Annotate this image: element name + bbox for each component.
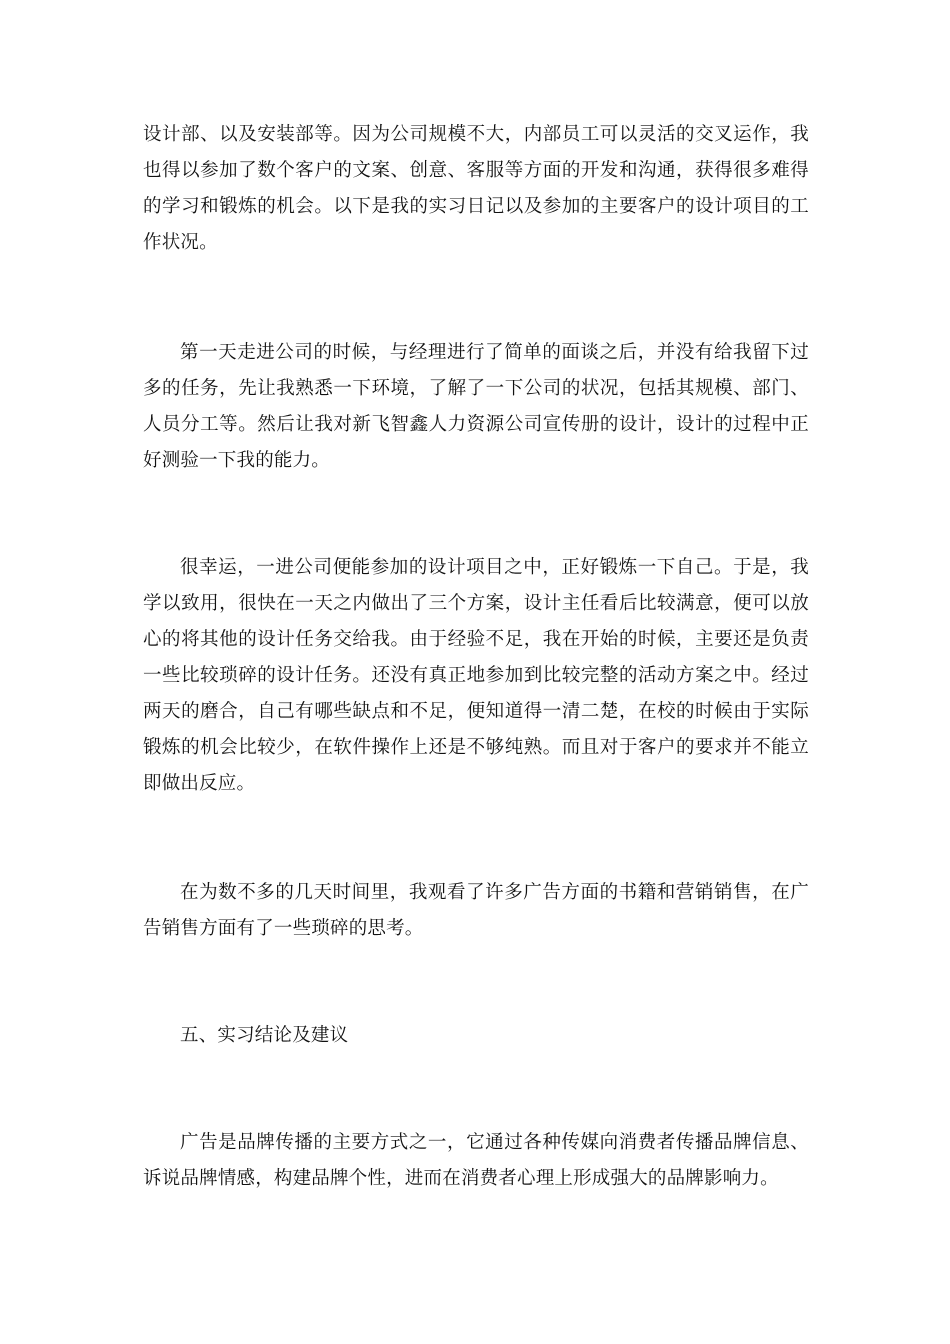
paragraph-reading: 在为数不多的几天时间里，我观看了许多广告方面的书籍和营销销售，在广告销售方面有了一些琐碎的思考。 xyxy=(143,882,809,939)
paragraph-first-day: 第一天走进公司的时候，与经理进行了简单的面谈之后，并没有给我留下过多的任务，先让我熟悉一下环境，了解了一下公司的状况，包括其规模、部门、人员分工等。然后让我对新飞智鑫人力资源公司宣传册的设计，设计的过程中正好测验一下我的能力。 xyxy=(143,342,809,471)
section-heading: 五、实习结论及建议 xyxy=(180,1025,349,1046)
paragraph-lucky: 很幸运，一进公司便能参加的设计项目之中，正好锻炼一下自己。于是，我学以致用，很快在一天之内做出了三个方案，设计主任看后比较满意，便可以放心的将其他的设计任务交给我。由于经验不足，我在开始的时候，主要还是负责一些比较琐碎的设计任务。还没有真正地参加到比较完整的活动方案之中。经过两天的磨合，自己有哪些缺点和不足，便知道得一清二楚，在校的时候由于实际锻炼的机会比较少，在软件操作上还是不够纯熟。而且对于客户的要求并不能立即做出反应。 xyxy=(143,557,809,794)
paragraph-advertising: 广告是品牌传播的主要方式之一，它通过各种传媒向消费者传播品牌信息、诉说品牌情感，构建品牌个性，进而在消费者心理上形成强大的品牌影响力。 xyxy=(143,1132,809,1189)
paragraph-continued: 设计部、以及安装部等。因为公司规模不大，内部员工可以灵活的交叉运作，我也得以参加了数个客户的文案、创意、客服等方面的开发和沟通，获得很多难得的学习和锻炼的机会。以下是我的实习日记以及参加的主要客户的设计项目的工作状况。 xyxy=(143,124,809,253)
